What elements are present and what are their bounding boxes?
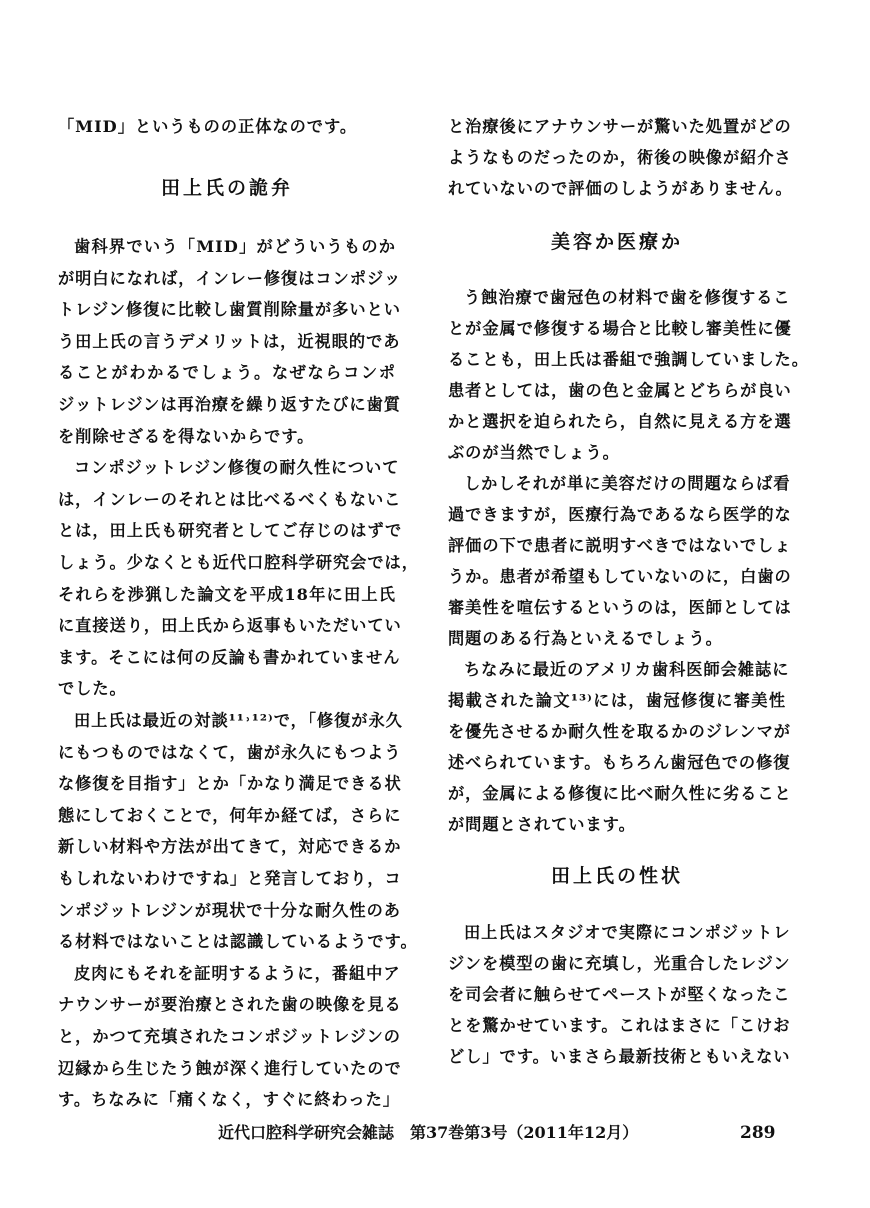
body-line: ることも，田上氏は番組で強調していました。 [448,350,809,369]
body-line: う田上氏の言うデメリットは，近視眼的であ [58,331,401,351]
body-line: ることがわかるでしょう。なぜならコンポ [58,363,396,383]
body-line: を削除せざるを得ないからです。 [58,426,315,446]
body-line: 新しい材料や方法が出てきて，対応できるか [58,837,402,857]
body-line: が問題とされています。 [448,815,636,834]
body-line: 評価の下で患者に説明すべきではないでしょ [448,536,792,555]
body-line: 審美性を喧伝するというのは，医師としては [448,598,792,617]
section-heading-tagami-sophistry: 田上氏の詭弁 [160,177,293,199]
body-line: うか。患者が希望もしていないのに，白歯の [448,567,792,586]
body-line: を司会者に触らせてペーストが堅くなったこ [448,985,791,1004]
body-line: 皮肉にもそれを証明するように，番組中ア [74,963,401,983]
body-line: る材料ではないことは認識しているようです。 [58,932,418,952]
body-line: コンポジットレジン修復の耐久性について [74,458,400,478]
body-line: ます。そこには何の反論も書かれていません [58,647,401,667]
body-line: もしれないわけですね」と発言しており，コ [58,869,402,888]
body-line: ジットレジンは再治療を繰り返すたびに歯質 [58,395,401,414]
body-line: な修復を目指す」とか「かなり満足できる状 [58,774,402,794]
body-line: と，かつて充填されたコンポジットレジンの [58,1027,401,1046]
body-line: す。ちなみに「痛くなく，すぐに終わった」 [58,1090,400,1110]
body-line: かと選択を迫られたら，自然に見える方を選 [448,412,792,431]
section-heading-beauty-or-medicine: 美容か医療か [550,231,683,253]
body-line: それらを渉猟した論文を平成18年に田上氏 [58,584,396,604]
body-line: を優先させるか耐久性を取るかのジレンマが [448,722,791,741]
body-line: ちなみに最近のアメリカ歯科医師会雑誌に [464,660,790,679]
body-line: 掲載された論文¹³⁾には，歯冠修復に審美性 [448,691,786,710]
page-number: 289 [740,1123,776,1143]
body-line: は，インレーのそれとは比べるべくもないこ [58,489,402,509]
body-line: とを驚かせています。これはまさに「こけお [448,1016,791,1035]
body-line: う蝕治療で歯冠色の材料で歯を修復するこ [464,288,791,307]
body-line: とが金属で修復する場合と比較し審美性に優 [448,319,792,338]
body-line: 歯科界でいう「MID」がどういうものか [74,237,396,256]
body-line: 過できますが，医療行為であるなら医学的な [448,505,792,524]
body-line: ンポジットレジンが現状で十分な耐久性のあ [58,900,401,920]
body-line: 「MID」というものの正体なのです。 [58,117,358,136]
body-line: が明白になれば，インレー修復はコンポジッ [58,268,402,288]
body-line: にもつものではなくて，歯が永久にもつよう [58,742,402,762]
body-line: 述べられています。もちろん歯冠色での修復 [448,753,791,772]
body-line: 田上氏は最近の対談¹¹˒¹²⁾で，「修復が永久 [74,711,403,730]
body-line: とは，田上氏も研究者としてご存じのはずで [58,521,403,541]
section-heading-tagami-character: 田上氏の性状 [550,865,683,887]
body-line: が，金属による修復に比べ耐久性に劣ること [448,784,792,803]
body-line: 態にしておくことで，何年か経てば，さらに [58,805,402,825]
body-line: 患者としては，歯の色と金属とどちらが良い [448,381,792,400]
body-line: れていないので評価のしようがありません。 [448,179,793,198]
body-line: トレジン修復に比較し歯質削除量が多いとい [58,300,401,320]
body-line: 辺縁から生じたう蝕が深く進行していたので [58,1058,402,1078]
body-line: ようなものだったのか，術後の映像が紹介さ [448,148,792,167]
body-line: 問題のある行為といえるでしょう。 [448,629,723,648]
body-line: しょう。少なくとも近代口腔科学研究会では， [58,553,419,572]
body-line: ナウンサーが要治療とされた歯の映像を見る [58,995,402,1015]
body-line: 田上氏はスタジオで実際にコンポジットレ [464,923,791,942]
body-line: どし」です。いまさら最新技術ともいえない [448,1047,791,1066]
body-line: ぶのが当然でしょう。 [448,443,620,462]
body-line: と治療後にアナウンサーが驚いた処置がどの [448,117,792,136]
body-line: でした。 [58,679,127,699]
journal-citation: 近代口腔科学研究会雑誌 第37巻第3号（2011年12月） [218,1123,639,1142]
body-line: しかしそれが単に美容だけの問題ならば看 [464,474,791,493]
body-line: に直接送り，田上氏から返事もいただいてい [58,616,402,636]
body-line: ジンを模型の歯に充填し，光重合したレジン [448,954,791,973]
